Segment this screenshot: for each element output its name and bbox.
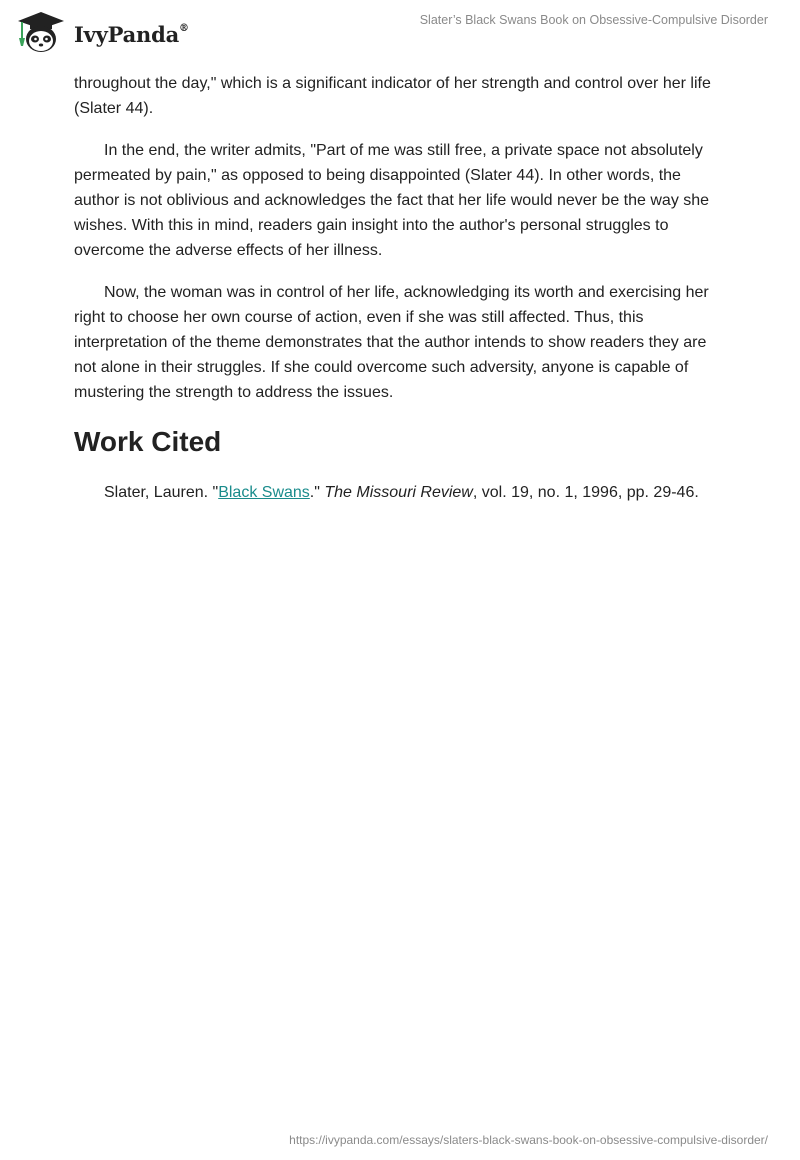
citation-after-link: ." <box>309 484 325 501</box>
ivypanda-logo[interactable] <box>14 8 189 56</box>
paragraph: Now, the woman was in control of her life, acknowledging its worth and exercising her right to choose her own course of action, even if she was still affected. Thus, this interpretation of the theme demonstrates that the author intends to show readers they are not alone in their struggles. If she could overcome such adversity, anyone is capable of mustering the strength to address the issues. <box>74 284 709 401</box>
logo-text: IvyPanda <box>74 21 180 47</box>
essay-content <box>74 71 726 505</box>
paragraph: In the end, the writer admits, "Part of me was still free, a private space not absolutely permeated by pain," as opposed to being disappointed (Slater 44). In other words, the author is not oblivious and acknowledges the fact that her life would never be the way she wishes. With this in mind, readers gain insight into the author's personal struggles to overcome the adverse effects of her illness. <box>74 142 710 259</box>
citation-author: Slater, Lauren. " <box>104 484 219 501</box>
paragraph: throughout the day," which is a significant indicator of her strength and control over her life (Slater 44). <box>74 75 711 117</box>
works-cited-heading: Work Cited <box>74 426 222 457</box>
panda-graduate-icon <box>14 8 68 56</box>
citation-link[interactable]: Black Swans <box>218 484 310 501</box>
citation-journal: The Missouri Review <box>324 484 473 501</box>
citation-entry <box>74 480 726 505</box>
document-title: Slater’s Black Swans Book on Obsessive-Compulsive Disorder <box>419 13 768 27</box>
registered-mark: ® <box>179 22 189 34</box>
logo-wordmark <box>74 22 189 47</box>
citation-details: , vol. 19, no. 1, 1996, pp. 29-46. <box>472 484 699 501</box>
source-url[interactable]: https://ivypanda.com/essays/slaters-black-swans-book-on-obsessive-compulsive-disorder/ <box>289 1133 768 1147</box>
